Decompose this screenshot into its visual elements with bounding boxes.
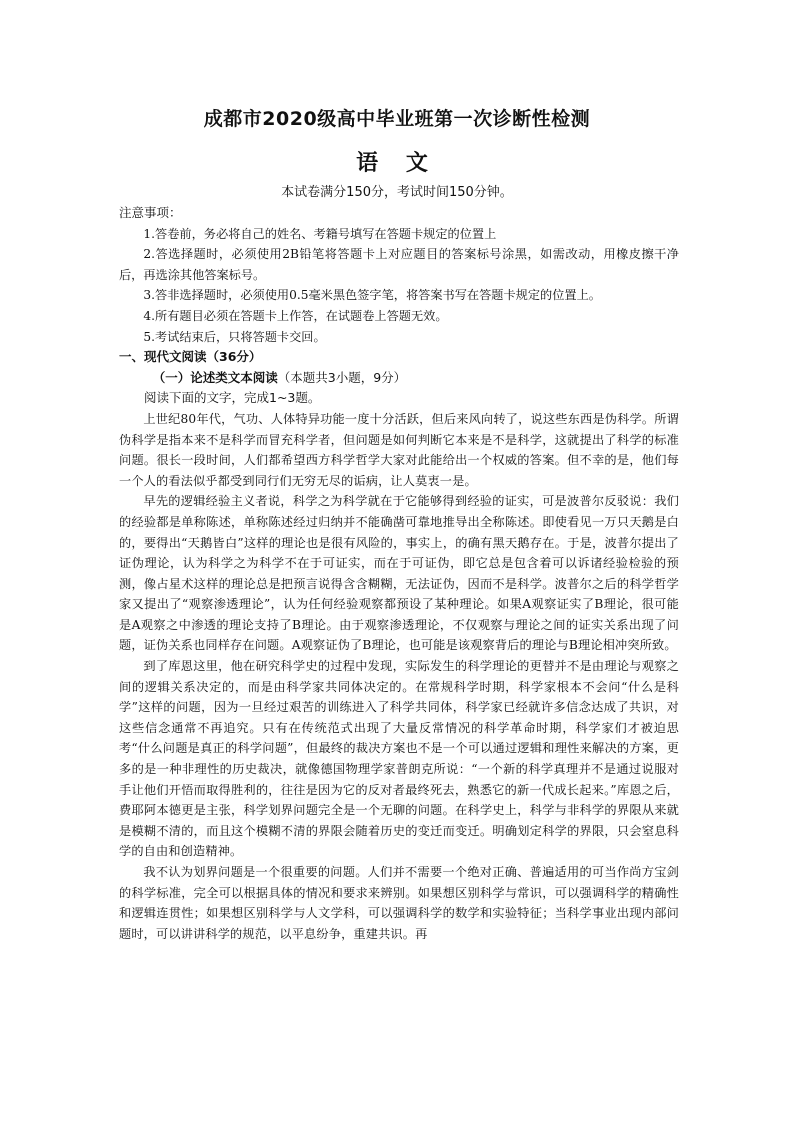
passage-paragraph-2: 早先的逻辑经验主义者说，科学之为科学就在于它能够得到经验的证实，可是波普尔反驳说：我们的经验都是单称陈述，单称陈述经过归纳并不能确凿可靠地推导出全称陈述。即使看见一万只天鹅是白的，要得出“天鹅皆白”这样的理论也是很有风险的，事实上，的确有黑天鹅存在。于是，波普尔提出了证伪理论，认为科学之为科学不在于可证实，而在于可证伪，即它总是包含着可以诉诸经验检验的预测，像占星术这样的理论总是把预言说得含含糊糊，无法证伪，因而不是科学。波普尔之后的科学哲学家又提出了“观察渗透理论”，认为任何经验观察都预设了某种理论。如果A观察证实了B理论，很可能是A观察之中渗透的理论支持了B理论。由于观察渗透理论，不仅观察与理论之间的证实关系出现了问题，证伪关系也同样存在问题。A观察证伪了B理论，也可能是该观察背后的理论与B理论相冲突所致。 [119, 494, 679, 653]
passage-paragraph-1: 上世纪80年代，气功、人体特异功能一度十分活跃，但后来风向转了，说这些东西是伪科学。所谓伪科学是指本来不是科学而冒充科学者，但问题是如何判断它本来是不是科学，这就提出了科学的标准问题。很长一段时间，人们都希望西方科学哲学大家对此能给出一个权威的答案。但不幸的是，他们每一个人的看法似乎都受到同行们无穷无尽的诟病，让人莫衷一是。 [119, 411, 679, 488]
notice-item-1: 1.答卷前，务必将自己的姓名、考籍号填写在答题卡规定的位置上 [143, 226, 497, 241]
notice-item-4: 4.所有题目必须在答题卡上作答，在试题卷上答题无效。 [143, 308, 448, 323]
subsection-heading [119, 368, 679, 389]
exam-body [119, 203, 679, 944]
section-heading: 一、现代文阅读（36分） [119, 349, 262, 365]
notice-item-3: 3.答非选择题时，必须使用0.5毫米黑色签字笔，将答案书写在答题卡规定的位置上。 [143, 288, 601, 303]
exam-title: 成都市2020级高中毕业班第一次诊断性检测 [203, 108, 591, 130]
notice-item-5: 5.考试结束后，只将答题卡交回。 [143, 329, 326, 344]
subsection-title: （一）论述类文本阅读 [152, 369, 278, 385]
subject-title: 语 文 [356, 151, 438, 176]
subsection-note: （本题共3小题，9分） [277, 369, 407, 385]
passage-paragraph-3: 到了库恩这里，他在研究科学史的过程中发现，实际发生的科学理论的更替并不是由理论与观察之间的逻辑关系决定的，而是由科学家共同体决定的。在常规科学时期，科学家根本不会问“什么是科学”这样的问题，因为一旦经过艰苦的训练进入了科学共同体，科学家已经就许多信念达成了共识，对这些信念通常不再追究。只有在传统范式出现了大量反常情况的科学革命时期，科学家们才被迫思考“什么问题是真正的科学问题”，但最终的裁决方案也不是一个可以通过逻辑和理性来解决的方案，更多的是一种非理性的历史裁决，就像德国物理学家普朗克所说：“一个新的科学真理并不是通过说服对手让他们开悟而取得胜利的，往往是因为它的反对者最终死去，熟悉它的新一代成长起来。”库恩之后，费耶阿本德更是主张，科学划界问题完全是一个无聊的问题。在科学史上，科学与非科学的界限从来就是模糊不清的，而且这个模糊不清的界限会随着历史的变迁而变迁。明确划定科学的界限，只会窒息科学的自由和创造精神。 [119, 659, 679, 859]
notice-heading: 注意事项： [119, 205, 182, 220]
reading-instruction: 阅读下面的文字，完成1~3题。 [144, 390, 321, 406]
notice-item-2: 2.答选择题时，必须使用2B铅笔将答题卡上对应题目的答案标号涂黑，如需改动，用橡皮擦干净后，再选涂其他答案标号。 [119, 247, 679, 282]
exam-info: 本试卷满分150分，考试时间150分钟。 [281, 185, 513, 200]
passage-paragraph-4: 我不认为划界问题是一个很重要的问题。人们并不需要一个绝对正确、普遍适用的可当作尚方宝剑的科学标准，完全可以根据具体的情况和要求来辨别。如果想区别科学与常识，可以强调科学的精确性和逻辑连贯性；如果想区别科学与人文学科，可以强调科学的数学和实验特征；当科学事业出现内部问题时，可以讲讲科学的规范，以平息纷争，重建共识。再 [119, 865, 679, 941]
